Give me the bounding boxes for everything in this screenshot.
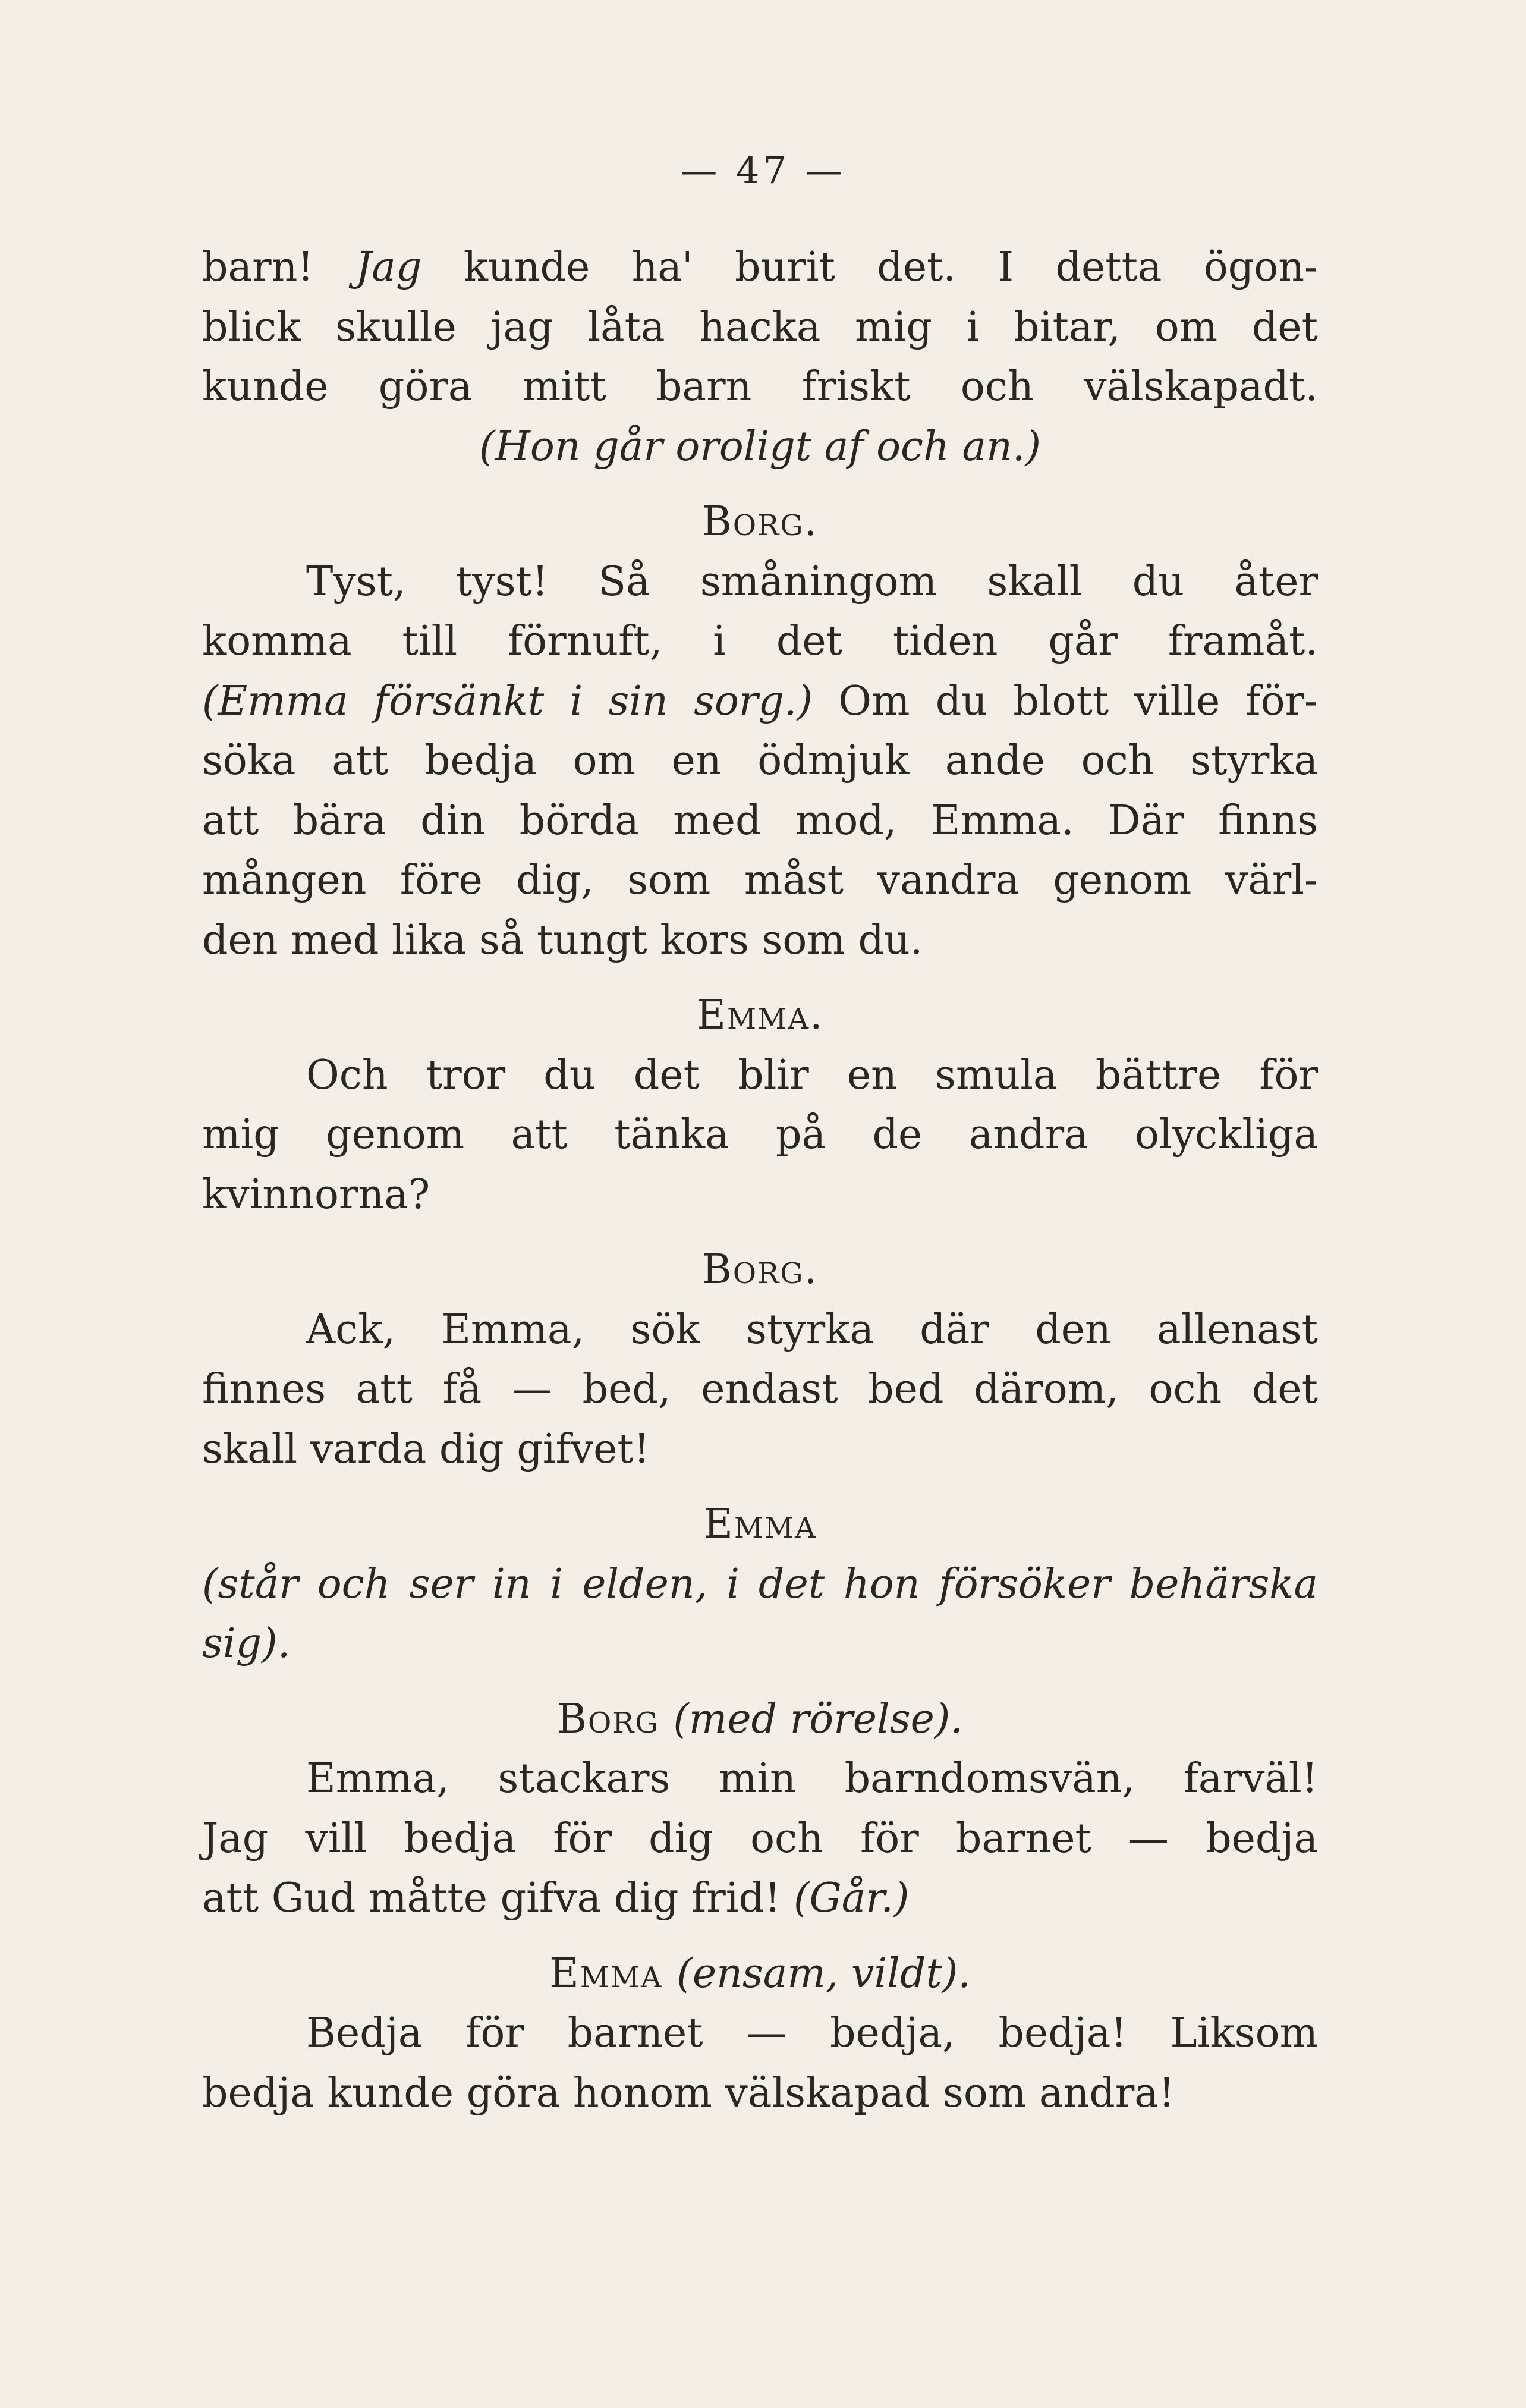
text-line: finnes att få — bed, endast bed därom, och det xyxy=(202,1366,1318,1413)
text-line xyxy=(202,1869,1318,1929)
speaker-line xyxy=(202,1944,1318,2004)
speaker-name: Emma xyxy=(703,1501,817,1548)
text-line: blick skulle jag låta hacka mig i bitar, om det xyxy=(202,303,1318,351)
text-line: Bedja för barnet — bedja, bedja! Liksom xyxy=(306,2010,1318,2057)
emphasis-word: Jag xyxy=(355,244,422,291)
text-line: kunde göra mitt barn friskt och välskapadt. xyxy=(202,363,1318,410)
speaker-name: Borg xyxy=(556,1695,659,1743)
speaker-line xyxy=(202,1690,1318,1750)
stage-direction: (Hon går oroligt af och an.) xyxy=(479,423,1041,470)
text-line: komma till förnuft, i det tiden går framåt. xyxy=(202,618,1318,665)
speaker-name: Borg. xyxy=(701,498,819,545)
stage-direction: (ensam, vildt). xyxy=(677,1950,971,1997)
stage-direction: (står och ser in i elden, i det hon försöker behärska sig). xyxy=(202,1560,1318,1667)
text-line xyxy=(202,672,1318,732)
text-span: barn! xyxy=(202,244,314,291)
text-span: att Gud måtte gifva dig frid! xyxy=(202,1875,781,1922)
text-span: Om du blott ville för- xyxy=(838,677,1318,725)
speaker-name: Borg. xyxy=(701,1246,819,1293)
text-line: Tyst, tyst! Så småningom skall du åter xyxy=(306,558,1318,605)
page-text xyxy=(202,238,1318,2123)
text-line: söka att bedja om en ödmjuk ande och styrka xyxy=(202,737,1318,784)
text-line: mången före dig, som måst vandra genom värl- xyxy=(202,857,1318,904)
text-line: att bära din börda med mod, Emma. Där finns xyxy=(202,797,1318,844)
text-line: Emma, stackars min barndomsvän, farväl! xyxy=(306,1755,1318,1802)
text-line: Ack, Emma, sök styrka där den allenast xyxy=(306,1306,1318,1353)
text-line: skall varda dig gifvet! xyxy=(202,1425,650,1473)
speaker-name: Emma xyxy=(549,1950,663,1997)
speaker-name: Emma. xyxy=(696,992,824,1039)
text-span: kunde ha' burit det. I detta ögon- xyxy=(463,244,1318,291)
text-line: bedja kunde göra honom välskapad som andra! xyxy=(202,2069,1175,2117)
text-line: mig genom att tänka på de andra olyckliga xyxy=(202,1111,1318,1158)
stage-direction: (med rörelse). xyxy=(673,1695,964,1743)
text-line xyxy=(202,238,1318,298)
text-line: Jag vill bedja för dig och för barnet — bedja xyxy=(202,1815,1318,1862)
stage-direction: (Går.) xyxy=(793,1875,910,1922)
text-line: Och tror du det blir en smula bättre för xyxy=(306,1051,1318,1099)
stage-direction: (Emma försänkt i sin sorg.) xyxy=(202,677,813,725)
text-line: kvinnorna? xyxy=(202,1171,430,1218)
page-number: — 47 — xyxy=(680,149,846,192)
text-line: den med lika så tungt kors som du. xyxy=(202,916,923,964)
